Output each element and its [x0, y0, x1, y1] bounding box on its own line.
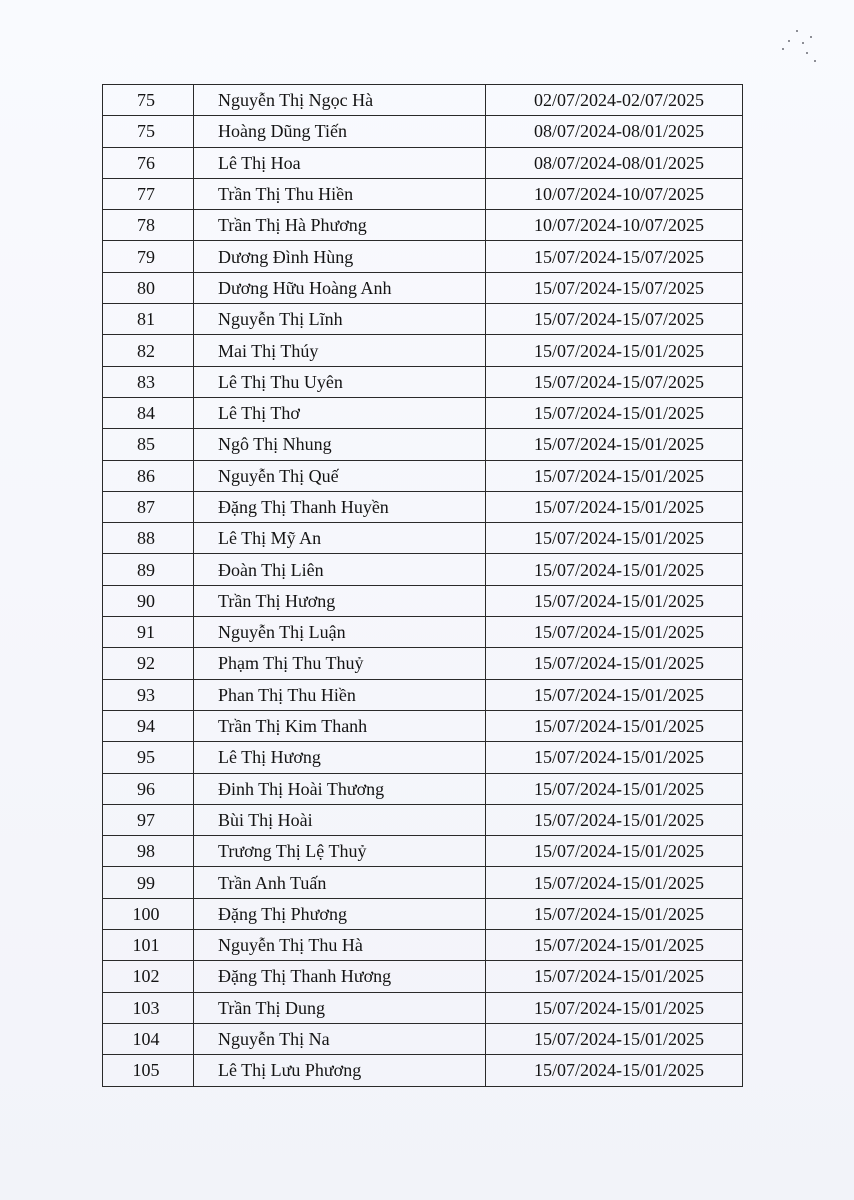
table-row: [103, 397, 743, 428]
row-name: Phạm Thị Thu Thuỷ: [194, 648, 486, 679]
row-period: 15/07/2024-15/01/2025: [486, 867, 743, 898]
table-row: [103, 742, 743, 773]
row-name: Dương Đình Hùng: [194, 241, 486, 272]
row-number: 95: [103, 742, 194, 773]
row-number: 89: [103, 554, 194, 585]
row-name: Trần Thị Hương: [194, 585, 486, 616]
row-name: Đặng Thị Thanh Hương: [194, 961, 486, 992]
row-number: 82: [103, 335, 194, 366]
row-number: 97: [103, 804, 194, 835]
row-name: Lê Thị Lưu Phương: [194, 1055, 486, 1086]
row-period: 02/07/2024-02/07/2025: [486, 85, 743, 116]
row-name: Nguyễn Thị Quế: [194, 460, 486, 491]
row-name: Trần Thị Thu Hiền: [194, 178, 486, 209]
row-number: 103: [103, 992, 194, 1023]
row-number: 104: [103, 1023, 194, 1054]
row-period: 08/07/2024-08/01/2025: [486, 147, 743, 178]
row-number: 86: [103, 460, 194, 491]
row-name: Lê Thị Hoa: [194, 147, 486, 178]
staff-table: [102, 84, 743, 1087]
table-row: [103, 710, 743, 741]
table-row: [103, 523, 743, 554]
row-number: 92: [103, 648, 194, 679]
table-row: [103, 898, 743, 929]
row-number: 80: [103, 272, 194, 303]
row-name: Lê Thị Thu Uyên: [194, 366, 486, 397]
row-number: 78: [103, 210, 194, 241]
row-name: Đinh Thị Hoài Thương: [194, 773, 486, 804]
row-name: Nguyễn Thị Lĩnh: [194, 304, 486, 335]
row-period: 15/07/2024-15/01/2025: [486, 429, 743, 460]
table-row: [103, 930, 743, 961]
row-name: Nguyễn Thị Luận: [194, 617, 486, 648]
row-name: Đặng Thị Phương: [194, 898, 486, 929]
row-period: 10/07/2024-10/07/2025: [486, 178, 743, 209]
staff-table-body: [103, 85, 743, 1087]
row-period: 15/07/2024-15/01/2025: [486, 617, 743, 648]
row-number: 76: [103, 147, 194, 178]
row-number: 90: [103, 585, 194, 616]
row-number: 87: [103, 491, 194, 522]
row-name: Lê Thị Thơ: [194, 397, 486, 428]
row-number: 84: [103, 397, 194, 428]
table-row: [103, 429, 743, 460]
table-row: [103, 961, 743, 992]
row-number: 81: [103, 304, 194, 335]
row-name: Trần Thị Kim Thanh: [194, 710, 486, 741]
row-period: 15/07/2024-15/07/2025: [486, 241, 743, 272]
table-row: [103, 460, 743, 491]
row-name: Đặng Thị Thanh Huyền: [194, 491, 486, 522]
row-period: 15/07/2024-15/01/2025: [486, 460, 743, 491]
row-number: 91: [103, 617, 194, 648]
row-number: 96: [103, 773, 194, 804]
row-period: 15/07/2024-15/01/2025: [486, 710, 743, 741]
table-row: [103, 241, 743, 272]
table-row: [103, 116, 743, 147]
row-name: Bùi Thị Hoài: [194, 804, 486, 835]
row-number: 100: [103, 898, 194, 929]
row-period: 15/07/2024-15/07/2025: [486, 272, 743, 303]
table-row: [103, 585, 743, 616]
table-row: [103, 679, 743, 710]
row-number: 79: [103, 241, 194, 272]
table-row: [103, 1055, 743, 1086]
row-name: Lê Thị Mỹ An: [194, 523, 486, 554]
table-row: [103, 147, 743, 178]
table-row: [103, 85, 743, 116]
scan-specks: [758, 22, 818, 72]
row-name: Ngô Thị Nhung: [194, 429, 486, 460]
row-name: Nguyễn Thị Thu Hà: [194, 930, 486, 961]
row-period: 08/07/2024-08/01/2025: [486, 116, 743, 147]
row-name: Lê Thị Hương: [194, 742, 486, 773]
row-name: Hoàng Dũng Tiến: [194, 116, 486, 147]
row-period: 15/07/2024-15/01/2025: [486, 773, 743, 804]
row-number: 77: [103, 178, 194, 209]
table-row: [103, 804, 743, 835]
table-row: [103, 210, 743, 241]
row-number: 75: [103, 85, 194, 116]
table-row: [103, 304, 743, 335]
row-name: Trần Thị Dung: [194, 992, 486, 1023]
table-row: [103, 491, 743, 522]
row-period: 15/07/2024-15/01/2025: [486, 836, 743, 867]
table-row: [103, 272, 743, 303]
row-number: 93: [103, 679, 194, 710]
row-period: 15/07/2024-15/07/2025: [486, 366, 743, 397]
row-number: 75: [103, 116, 194, 147]
row-name: Trương Thị Lệ Thuỷ: [194, 836, 486, 867]
table-row: [103, 648, 743, 679]
row-period: 15/07/2024-15/01/2025: [486, 585, 743, 616]
row-number: 99: [103, 867, 194, 898]
table-row: [103, 366, 743, 397]
row-name: Dương Hữu Hoàng Anh: [194, 272, 486, 303]
row-period: 15/07/2024-15/01/2025: [486, 491, 743, 522]
row-period: 15/07/2024-15/01/2025: [486, 397, 743, 428]
row-period: 15/07/2024-15/01/2025: [486, 992, 743, 1023]
row-period: 15/07/2024-15/01/2025: [486, 523, 743, 554]
table-row: [103, 554, 743, 585]
row-period: 15/07/2024-15/01/2025: [486, 679, 743, 710]
row-period: 15/07/2024-15/01/2025: [486, 554, 743, 585]
row-period: 15/07/2024-15/01/2025: [486, 648, 743, 679]
row-number: 83: [103, 366, 194, 397]
row-period: 15/07/2024-15/01/2025: [486, 335, 743, 366]
table-row: [103, 335, 743, 366]
table-row: [103, 617, 743, 648]
row-number: 98: [103, 836, 194, 867]
table-row: [103, 178, 743, 209]
row-period: 15/07/2024-15/07/2025: [486, 304, 743, 335]
row-number: 88: [103, 523, 194, 554]
row-period: 15/07/2024-15/01/2025: [486, 742, 743, 773]
row-number: 94: [103, 710, 194, 741]
row-name: Trần Thị Hà Phương: [194, 210, 486, 241]
row-period: 15/07/2024-15/01/2025: [486, 804, 743, 835]
row-period: 15/07/2024-15/01/2025: [486, 1055, 743, 1086]
row-name: Nguyễn Thị Ngọc Hà: [194, 85, 486, 116]
row-period: 15/07/2024-15/01/2025: [486, 961, 743, 992]
table-row: [103, 836, 743, 867]
row-number: 101: [103, 930, 194, 961]
row-name: Đoàn Thị Liên: [194, 554, 486, 585]
row-period: 10/07/2024-10/07/2025: [486, 210, 743, 241]
row-period: 15/07/2024-15/01/2025: [486, 898, 743, 929]
table-row: [103, 867, 743, 898]
table-row: [103, 773, 743, 804]
table-row: [103, 992, 743, 1023]
row-number: 85: [103, 429, 194, 460]
row-number: 105: [103, 1055, 194, 1086]
table-row: [103, 1023, 743, 1054]
row-period: 15/07/2024-15/01/2025: [486, 930, 743, 961]
row-name: Mai Thị Thúy: [194, 335, 486, 366]
row-name: Trần Anh Tuấn: [194, 867, 486, 898]
row-period: 15/07/2024-15/01/2025: [486, 1023, 743, 1054]
row-number: 102: [103, 961, 194, 992]
row-name: Nguyễn Thị Na: [194, 1023, 486, 1054]
row-name: Phan Thị Thu Hiền: [194, 679, 486, 710]
